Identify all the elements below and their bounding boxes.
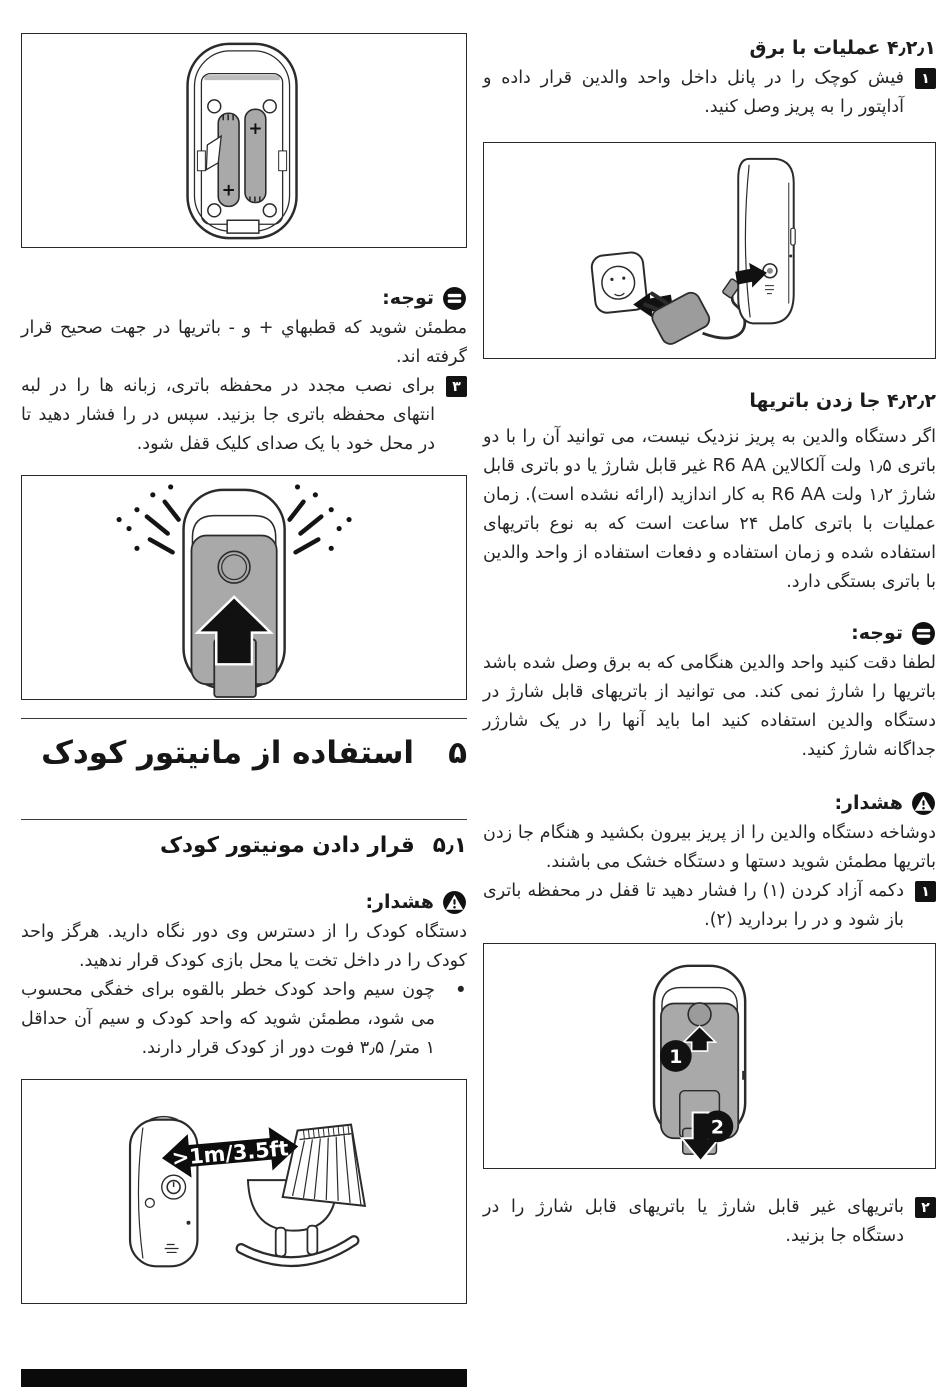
callout-1-badge — [660, 1040, 692, 1072]
click-rays-right — [290, 502, 322, 553]
note-heading-row — [21, 284, 467, 312]
power-adapter-icon — [645, 278, 745, 347]
note-icon — [442, 286, 467, 311]
step-item-battery-1 — [483, 877, 936, 935]
note-heading-row — [483, 619, 936, 647]
warning-heading-row — [483, 789, 936, 817]
bullet-item — [21, 976, 467, 1063]
bullet-text: چون سیم واحد کودک خطر بالقوه برای خفگی محسوب می شود، مطمئن شوید که واحد کودک و سیم آن حداقل ۱ متر/ ۳٫۵ فوت دور از کودک قرار دارند. — [21, 980, 435, 1058]
step-item-power-1 — [483, 64, 936, 122]
section-title: قرار دادن مونیتور کودک — [159, 833, 415, 858]
warning-body: دوشاخه دستگاه والدین را از پریز بیرون بکشید و هنگام جا زدن باتریها مطمئن شوید دستها و دستگاه خشک می باشند. — [483, 823, 936, 872]
callout-2-badge — [702, 1111, 734, 1143]
note-body: لطفا دقت کنید واحد والدین هنگامی که به برق وصل شده باشد باتریها را شارژ نمی کند. می توانید از باتریهای قابل شارژ در دستگاه والدین استفاده کنید اما باید آنها را در یک شارژر جداگانه شارژ کنید. — [483, 653, 936, 760]
step-text: باتریهای غیر قابل شارژ یا باتریهای قابل شارژ را در دستگاه جا بزنید. — [483, 1197, 904, 1246]
page-edge-artifact — [21, 1369, 467, 1387]
section-title: استفاده از مانیتور کودک — [41, 735, 415, 771]
warning-icon — [442, 890, 467, 915]
aa-battery-left — [218, 113, 239, 206]
note-body: مطمئن شوید که قطبهاي + و - باتریها در جهت صحیح قرار گرفته اند. — [21, 318, 467, 367]
aa-battery-right — [245, 109, 266, 202]
heading-4-2-2: ۴٫۲٫۲ جا زدن باتریها — [749, 390, 936, 412]
battery-compartment — [188, 44, 297, 238]
bullet-icon: • — [454, 978, 467, 1002]
figure-open-battery-door — [483, 943, 936, 1169]
release-button-icon — [688, 1003, 711, 1026]
right-column — [483, 34, 936, 1251]
step-text: برای نصب مجدد در محفظه باتری، زبانه ها را در لبه انتهای محفظه باتری جا بزنید. سپس در را فشار دهید تا در محل خود با یک صدای کلیک قفل شود. — [21, 376, 435, 454]
baby-unit-back — [184, 490, 285, 697]
step-item-battery-2 — [483, 1193, 936, 1251]
step-number-badge: ۱ — [915, 881, 936, 902]
step-number-badge: ۳ — [446, 376, 467, 397]
warning-heading-row — [21, 888, 467, 916]
figure-distance-from-crib — [21, 1079, 467, 1304]
warning-icon — [911, 791, 936, 816]
distance-label: >1m/3.5ft — [170, 1136, 290, 1171]
step-text: فیش کوچک را در پانل داخل واحد والدین قرار داده و آداپتور را به پریز وصل کنید. — [483, 68, 904, 117]
step-number-badge: ۲ — [915, 1197, 936, 1218]
heading-4-2-1: ۴٫۲٫۱ عملیات با برق — [749, 37, 936, 59]
figure-click-door — [21, 475, 467, 700]
svg-text:+: + — [221, 179, 236, 200]
svg-text:2: 2 — [710, 1117, 724, 1139]
note-icon — [911, 621, 936, 646]
section-number: ۵٫۱ — [432, 833, 467, 858]
left-column — [21, 33, 467, 1304]
warning-label: هشدار: — [365, 891, 434, 913]
click-rays-left — [147, 502, 179, 553]
section-5-heading — [21, 731, 467, 775]
note-label: توجه: — [851, 622, 903, 644]
section-5-1-heading — [21, 830, 467, 862]
step-number-badge: ۱ — [915, 68, 936, 89]
section-4-2-2-body: اگر دستگاه والدین به پریز نزدیک نیست، می توانید آن را با دو باتری ۱٫۵ ولت آلکالاین R6 AA غیر قابل شارژ یا دو باتری قابل شارژ ۱٫۲ ولت R6 AA به کار اندازید (ارائه نشده است). زمان عملیات با باتری کامل ۲۴ ساعت است که به نوع باتریهای استفاده شده و زمان استفاده و دفعات استفاده از واحد والدین با باتری بستگی دارد. — [483, 427, 937, 592]
note-label: توجه: — [382, 287, 434, 309]
section-divider — [21, 819, 467, 820]
section-divider — [21, 718, 467, 719]
warning-label: هشدار: — [834, 792, 903, 814]
figure-adapter-outlet — [483, 142, 936, 359]
figure-battery-compartment — [21, 33, 467, 248]
parent-unit-side — [738, 159, 795, 323]
svg-text:1: 1 — [669, 1046, 683, 1068]
warning-body: دستگاه کودک را از دسترس وی دور نگاه دارید. هرگز واحد کودک را در داخل تخت یا محل بازی کودک قرار ندهید. — [21, 922, 467, 971]
svg-text:+: + — [248, 118, 263, 139]
section-number: ۵ — [448, 735, 467, 771]
step-item-reinstall-3 — [21, 372, 467, 459]
step-text: دکمه آزاد کردن (۱) را فشار دهید تا قفل در محفظه باتری باز شود و در را بردارید (۲). — [483, 881, 904, 930]
